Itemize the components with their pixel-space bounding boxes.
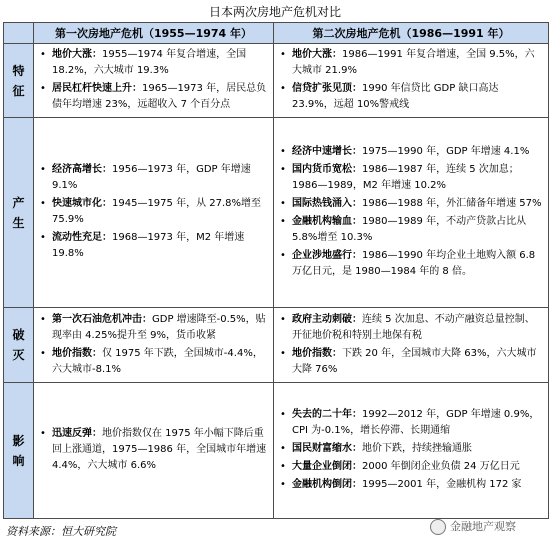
item-text: 地价下跌，持续挫输通胀 xyxy=(362,443,472,454)
bullet-icon: • xyxy=(280,347,286,359)
item-label: 信贷扩张见顶： xyxy=(292,83,362,94)
source-note: 资料来源：恒大研究院 xyxy=(6,525,116,538)
item-text: 2000 年倒闭企业负债 24 万亿日元 xyxy=(362,461,520,472)
bullet-icon: • xyxy=(280,49,286,60)
item-label: 居民杠杆快速上升： xyxy=(52,83,142,94)
list-item xyxy=(278,312,542,344)
table-row xyxy=(4,44,549,118)
row-header xyxy=(4,308,34,383)
item-label: 快速城市化： xyxy=(52,198,112,209)
item-label: 第一次石油危机冲击： xyxy=(52,313,152,325)
bullet-icon: • xyxy=(280,443,286,454)
list-item xyxy=(278,407,542,439)
bullet-icon: • xyxy=(280,461,286,472)
item-label: 大量企业倒闭： xyxy=(292,461,362,472)
list-item xyxy=(278,441,542,457)
bullet-icon: • xyxy=(40,83,46,94)
list-item xyxy=(278,81,542,113)
item-text: 1986—1990 年均企业土地购入额 6.8 万亿日元，是 1980—1984 年的 8 倍。 xyxy=(292,250,536,277)
row-header xyxy=(4,118,34,308)
item-text: 1980—1989 年，不动产贷款占比从 5.8%增至 10.3% xyxy=(292,216,527,243)
comparison-table xyxy=(3,22,549,519)
second-crisis-cell xyxy=(274,383,549,519)
list-item xyxy=(278,196,542,212)
watermark: 金融地产观察 xyxy=(450,520,516,533)
second-crisis-cell xyxy=(274,308,549,383)
item-label: 地价大涨： xyxy=(52,49,102,60)
bullet-icon: • xyxy=(280,479,286,490)
item-label: 企业涉地盛行： xyxy=(292,250,362,261)
table-row xyxy=(4,308,549,383)
item-text: 1986—1991 年复合增速，全国 9.5%，六大城市 21.9% xyxy=(292,49,535,76)
first-crisis-cell xyxy=(34,118,274,308)
list-item xyxy=(278,346,542,378)
bullet-icon: • xyxy=(280,250,286,261)
item-label: 地价指数： xyxy=(52,347,102,359)
item-label: 地价大涨： xyxy=(292,49,342,60)
list-item xyxy=(38,346,267,378)
item-text: 地价指数仅在 1975 年小幅下降后重回上涨通道，1975—1986 年，全国城市年增速 4.4%，六大城市 6.6% xyxy=(52,428,267,471)
row-header xyxy=(4,383,34,519)
item-text: 连续 5 次加息、不动产融资总量控制、开征地价税和特别土地保有税 xyxy=(292,313,535,341)
wechat-logo-icon xyxy=(430,519,446,535)
item-text: GDP 增速降至-0.5%，贴现率由 4.25%提升至 9%，货币收紧 xyxy=(52,313,266,341)
bullet-icon: • xyxy=(40,164,46,175)
item-text: 1990 年信贷比 GDP 缺口高达 23.9%，远超 10%警戒线 xyxy=(292,83,499,110)
item-text: 1986—1988 年，外汇储备年增速 57% xyxy=(362,198,542,209)
item-label: 国民财富缩水： xyxy=(292,443,362,454)
table-title: 日本两次房地产危机对比 xyxy=(208,5,341,19)
item-label: 金融机构倒闭： xyxy=(292,479,362,490)
item-label: 流动性充足： xyxy=(52,232,112,243)
row-header xyxy=(4,44,34,118)
item-label: 失去的二十年： xyxy=(292,409,362,420)
row-header-label: 破灭 xyxy=(12,328,25,362)
list-item xyxy=(38,230,267,262)
list-item xyxy=(38,426,267,474)
bullet-icon: • xyxy=(40,428,46,439)
item-label: 国内货币宽松： xyxy=(292,164,362,175)
item-text: 1975—1990 年，GDP 年增速 4.1% xyxy=(362,146,530,157)
bullet-icon: • xyxy=(280,409,286,420)
header-first-crisis: 第一次房地产危机（1955—1974 年） xyxy=(34,23,274,44)
bullet-icon: • xyxy=(40,347,46,359)
list-item xyxy=(278,47,542,79)
table-row xyxy=(4,383,549,519)
item-text: 1956—1973 年，GDP 年增速 9.1% xyxy=(52,164,251,191)
header-second-crisis: 第二次房地产危机（1986—1991 年） xyxy=(274,23,549,44)
item-text: 1986—1987 年，连续 5 次加息；1986—1989，M2 年增速 10.2% xyxy=(292,164,519,191)
item-text: 1965—1973 年，居民总负债年均增速 23%，远超收入 7 个百分点 xyxy=(52,83,267,110)
second-crisis-cell xyxy=(274,44,549,118)
item-label: 经济高增长： xyxy=(52,164,112,175)
list-item xyxy=(278,248,542,280)
item-label: 金融机构输血： xyxy=(292,216,362,227)
bullet-icon: • xyxy=(40,198,46,209)
bullet-icon: • xyxy=(280,198,286,209)
bullet-icon: • xyxy=(40,49,46,60)
table-body xyxy=(4,44,549,519)
item-text: 1992—2012 年，GDP 年增速 0.9%，CPI 为-0.1%，增长停滞、长期通缩 xyxy=(292,409,540,436)
first-crisis-cell xyxy=(34,308,274,383)
item-text: 1945—1975 年，从 27.8%增至 75.9% xyxy=(52,198,262,225)
bullet-icon: • xyxy=(40,232,46,243)
list-item xyxy=(38,312,267,344)
first-crisis-cell xyxy=(34,44,274,118)
list-item xyxy=(38,81,267,113)
row-header-label: 产生 xyxy=(12,195,25,230)
bullet-icon: • xyxy=(40,313,46,325)
list-item xyxy=(38,196,267,228)
bullet-icon: • xyxy=(280,83,286,94)
item-text: 仅 1975 年下跌，全国城市-4.4%，六大城市-8.1% xyxy=(52,347,263,375)
corner-cell xyxy=(4,23,34,44)
list-item xyxy=(38,47,267,79)
header-row xyxy=(4,23,549,44)
list-item xyxy=(38,162,267,194)
item-label: 政府主动刺破： xyxy=(292,313,362,325)
item-text: 1968—1973 年，M2 年增速 19.8% xyxy=(52,232,245,259)
list-item xyxy=(278,162,542,194)
row-header-label: 影响 xyxy=(12,433,25,468)
first-crisis-cell xyxy=(34,383,274,519)
bullet-icon: • xyxy=(280,313,286,325)
list-item xyxy=(278,459,542,475)
item-label: 迅速反弹： xyxy=(52,428,102,439)
item-label: 经济中速增长： xyxy=(292,146,362,157)
list-item xyxy=(278,144,542,160)
table-row xyxy=(4,118,549,308)
list-item xyxy=(278,477,542,493)
item-text: 1995—2001 年，金融机构 172 家 xyxy=(362,479,522,490)
row-header-label: 特征 xyxy=(12,63,25,98)
bullet-icon: • xyxy=(280,216,286,227)
item-label: 地价指数： xyxy=(292,347,342,359)
second-crisis-cell xyxy=(274,118,549,308)
item-label: 国际热钱涌入： xyxy=(292,198,362,209)
item-text: 1955—1974 年复合增速，全国 18.2%，六大城市 19.3% xyxy=(52,49,247,76)
bullet-icon: • xyxy=(280,146,286,157)
list-item xyxy=(278,214,542,246)
item-text: 下跌 20 年，全国城市大降 63%，六大城市大降 76% xyxy=(292,347,537,375)
bullet-icon: • xyxy=(280,164,286,175)
